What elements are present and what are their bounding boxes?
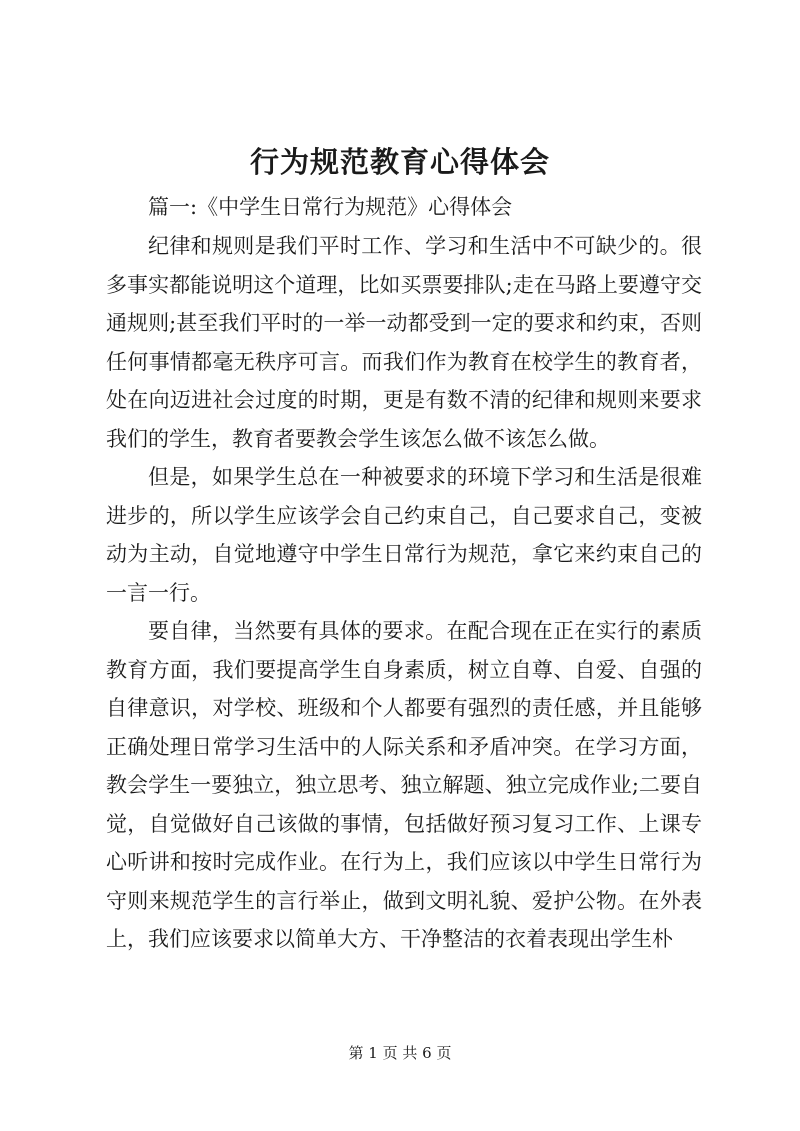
page-number-footer: 第 1 页 共 6 页 bbox=[348, 1044, 452, 1062]
section-subtitle: 篇一:《中学生日常行为规范》心得体会 bbox=[148, 195, 513, 219]
paragraph-1: 纪律和规则是我们平时工作、学习和生活中不可缺少的。很多事实都能说明这个道理，比如买票要排队;走在马路上要遵守交通规则;甚至我们平时的一举一动都受到一定的要求和约束，否则任何事情都毫无秩序可言。而我们作为教育在校学生的教育者，处在向迈进社会过度的时期，更是有数不清的纪律和规则来要求我们的学生，教育者要教会学生该怎么做不该怎么做。 bbox=[106, 234, 702, 451]
page-title: 行为规范教育心得体会 bbox=[249, 145, 550, 179]
paragraph-3: 要自律，当然要有具体的要求。在配合现在正在实行的素质教育方面，我们要提高学生自身素质，树立自尊、自爱、自强的自律意识，对学校、班级和个人都要有强烈的责任感，并且能够正确处理日常学习生活中的人际关系和矛盾冲突。在学习方面，教会学生一要独立，独立思考、独立解题、独立完成作业;二要自觉，自觉做好自己该做的事情，包括做好预习复习工作、上课专心听讲和按时完成作业。在行为上，我们应该以中学生日常行为守则来规范学生的言行举止，做到文明礼貌、爱护公物。在外表上，我们应该要求以简单大方、干净整洁的衣着表现出学生朴 bbox=[106, 619, 702, 951]
body-text bbox=[106, 227, 702, 959]
paragraph-2: 但是，如果学生总在一种被要求的环境下学习和生活是很难进步的，所以学生应该学会自己约束自己，自己要求自己，变被动为主动，自觉地遵守中学生日常行为规范，拿它来约束自己的一言一行。 bbox=[106, 465, 702, 605]
